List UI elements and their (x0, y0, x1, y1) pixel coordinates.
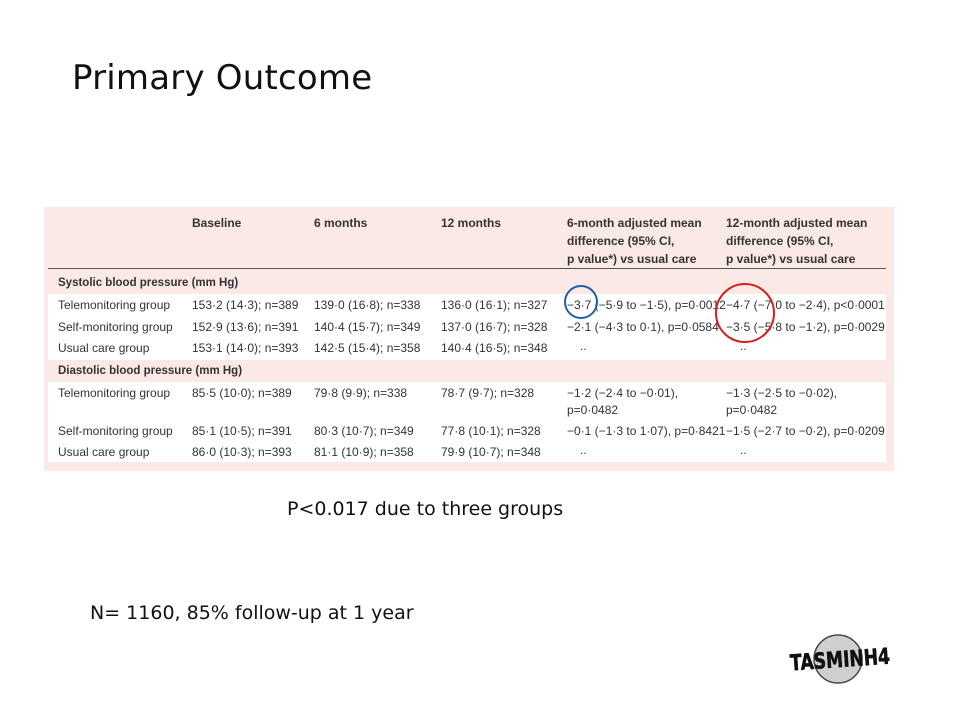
table-cell-12-months: 136·0 (16·1); n=327 (441, 298, 548, 312)
section-title-systolic: Systolic blood pressure (mm Hg) (48, 272, 886, 294)
table-cell-baseline: 153·2 (14·3); n=389 (192, 298, 299, 312)
red-highlight-circle (715, 283, 775, 343)
table-row-group: Usual care group (58, 445, 150, 459)
header-12-month-diff-line-1: 12-month adjusted mean (726, 216, 868, 230)
header-6-month-diff-line-1: 6-month adjusted mean (567, 216, 702, 230)
table-row-group: Telemonitoring group (58, 298, 171, 312)
header-6-months: 6 months (314, 216, 368, 230)
table-cell-6-months: 139·0 (16·8); n=338 (314, 298, 421, 312)
table-cell-12-month-diff: .. (740, 339, 747, 353)
header-6-month-diff-line-3: p value*) vs usual care (567, 252, 697, 266)
diff-line-1: −1·2 (−2·4 to −0·01), (567, 386, 679, 400)
sample-size-note: N= 1160, 85% follow-up at 1 year (90, 602, 414, 624)
slide-title: Primary Outcome (72, 58, 373, 98)
header-12-months: 12 months (441, 216, 502, 230)
table-cell-baseline: 86·0 (10·3); n=393 (192, 445, 292, 459)
header-divider (48, 268, 886, 269)
table-cell-6-month-diff: −0·1 (−1·3 to 1·07), p=0·8421 (567, 424, 726, 438)
section-title-diastolic: Diastolic blood pressure (mm Hg) (48, 360, 886, 382)
logo-graphic (788, 634, 920, 684)
table-cell-12-month-diff: −3·5 (−5·8 to −1·2), p=0·0029 (726, 320, 885, 334)
table-cell-6-months: 140·4 (15·7); n=349 (314, 320, 421, 334)
table-cell-6-month-diff: −2·1 (−4·3 to 0·1), p=0·0584 (567, 320, 719, 334)
results-table (44, 207, 894, 471)
table-cell-12-month-diff: −1·5 (−2·7 to −0·2), p=0·0209 (726, 424, 885, 438)
table-row-group: Telemonitoring group (58, 386, 171, 400)
table-cell-12-month-diff: .. (740, 443, 747, 457)
table-cell-12-months: 140·4 (16·5); n=348 (441, 341, 548, 355)
table-cell-baseline: 153·1 (14·0); n=393 (192, 341, 299, 355)
table-cell-6-month-diff: .. (580, 443, 587, 457)
header-12-month-diff (726, 214, 867, 268)
diff-line-2: p=0·0482 (726, 403, 778, 417)
tasminh4-logo-icon (788, 634, 920, 684)
table-cell-6-months: 81·1 (10·9); n=358 (314, 445, 414, 459)
table-cell-12-month-diff (726, 385, 837, 419)
header-6-month-diff-line-2: difference (95% CI, (567, 234, 675, 248)
table-row-group: Self-monitoring group (58, 320, 173, 334)
table-cell-6-month-diff: −3·7 (−5·9 to −1·5), p=0·0012 (567, 298, 726, 312)
logo-text: TASMINH4 (789, 642, 920, 677)
header-12-month-diff-line-2: difference (95% CI, (726, 234, 834, 248)
header-baseline: Baseline (192, 216, 242, 230)
table-cell-baseline: 85·1 (10·5); n=391 (192, 424, 292, 438)
header-6-month-diff (567, 214, 702, 268)
table-cell-6-months: 79·8 (9·9); n=338 (314, 386, 408, 400)
table-cell-6-month-diff (567, 385, 678, 419)
table-cell-12-months: 79·9 (10·7); n=348 (441, 445, 541, 459)
table-cell-12-months: 137·0 (16·7); n=328 (441, 320, 548, 334)
blue-highlight-circle (564, 285, 598, 319)
diff-line-2: p=0·0482 (567, 403, 619, 417)
table-cell-baseline: 152·9 (13·6); n=391 (192, 320, 299, 334)
diastolic-data-block (48, 382, 886, 462)
diff-line-1: −1·3 (−2·5 to −0·02), (726, 386, 838, 400)
table-row-group: Usual care group (58, 341, 150, 355)
header-12-month-diff-line-3: p value*) vs usual care (726, 252, 856, 266)
table-cell-6-months: 80·3 (10·7); n=349 (314, 424, 414, 438)
table-cell-6-month-diff: .. (580, 339, 587, 353)
table-cell-12-months: 78·7 (9·7); n=328 (441, 386, 535, 400)
table-cell-12-months: 77·8 (10·1); n=328 (441, 424, 541, 438)
table-cell-baseline: 85·5 (10·0); n=389 (192, 386, 292, 400)
table-cell-12-month-diff: −4·7 (−7·0 to −2·4), p<0·0001 (726, 298, 885, 312)
p-threshold-note: P<0.017 due to three groups (287, 498, 564, 520)
table-cell-6-months: 142·5 (15·4); n=358 (314, 341, 421, 355)
table-row-group: Self-monitoring group (58, 424, 173, 438)
